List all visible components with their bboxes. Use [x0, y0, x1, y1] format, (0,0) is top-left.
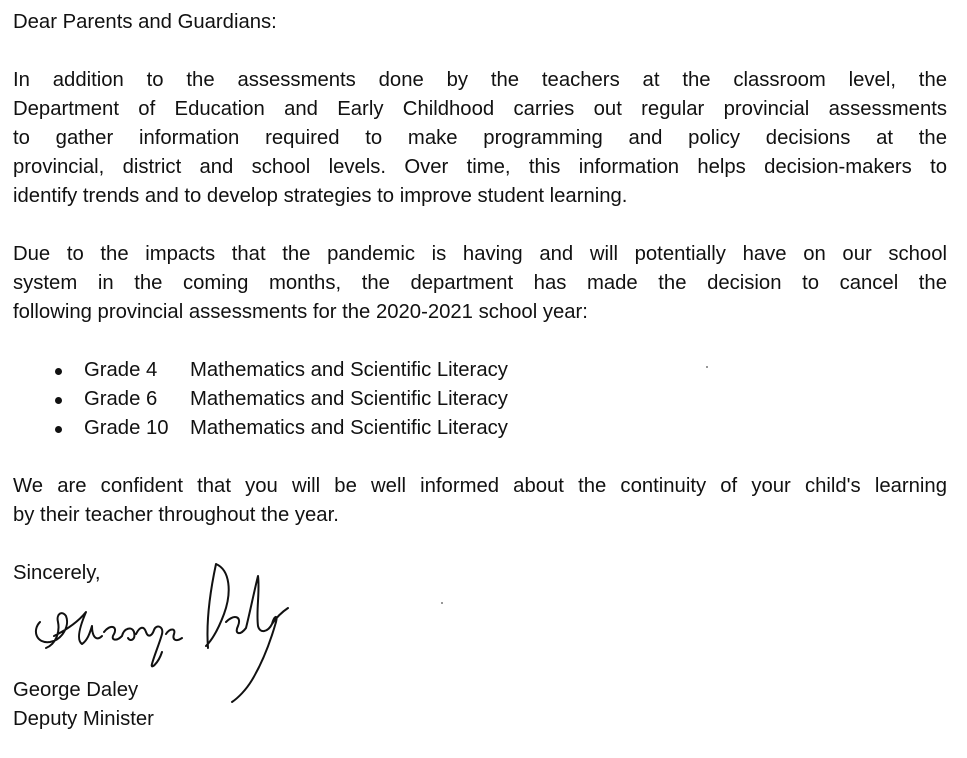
assessment-grade: Grade 6	[84, 388, 158, 410]
list-item	[13, 385, 947, 414]
paragraph-line: by their teacher throughout the year.	[13, 504, 339, 526]
scan-speck	[706, 366, 708, 368]
cancelled-assessments-list	[13, 356, 947, 443]
paragraph-line: Department of Education and Early Childhood carries out regular provincial assessments	[13, 98, 947, 120]
paragraph-line: to gather information required to make programming and policy decisions at the	[13, 127, 947, 149]
scan-speck	[441, 602, 443, 604]
paragraph-line: following provincial assessments for the 2020-2021 school year:	[13, 301, 588, 323]
closing: Sincerely,	[13, 562, 101, 584]
letter-body	[13, 8, 947, 588]
bullet-icon	[55, 426, 62, 433]
assessment-subject: Mathematics and Scientific Literacy	[190, 388, 508, 410]
paragraph-line: We are confident that you will be well informed about the continuity of your child's learning	[13, 475, 947, 497]
assessment-subject: Mathematics and Scientific Literacy	[190, 417, 508, 439]
paragraph-line: identify trends and to develop strategies to improve student learning.	[13, 185, 628, 207]
signer-block	[13, 676, 154, 734]
list-item	[13, 414, 947, 443]
bullet-icon	[55, 368, 62, 375]
assessment-grade: Grade 10	[84, 417, 169, 439]
bullet-icon	[55, 397, 62, 404]
paragraph-line: provincial, district and school levels. Over time, this information helps decision-makers to	[13, 156, 947, 178]
assessment-subject: Mathematics and Scientific Literacy	[190, 359, 508, 381]
assessment-grade: Grade 4	[84, 359, 158, 381]
salutation: Dear Parents and Guardians:	[13, 11, 277, 33]
paragraph-confidence	[13, 472, 947, 530]
signer-name: George Daley	[13, 679, 139, 701]
list-item	[13, 356, 947, 385]
paragraph-line: In addition to the assessments done by the teachers at the classroom level, the	[13, 69, 947, 91]
paragraph-assessments-purpose	[13, 66, 947, 211]
paragraph-line: system in the coming months, the department has made the decision to cancel the	[13, 272, 947, 294]
paragraph-line: Due to the impacts that the pandemic is having and will potentially have on our school	[13, 243, 947, 265]
signer-title: Deputy Minister	[13, 708, 154, 730]
paragraph-cancellation	[13, 240, 947, 327]
